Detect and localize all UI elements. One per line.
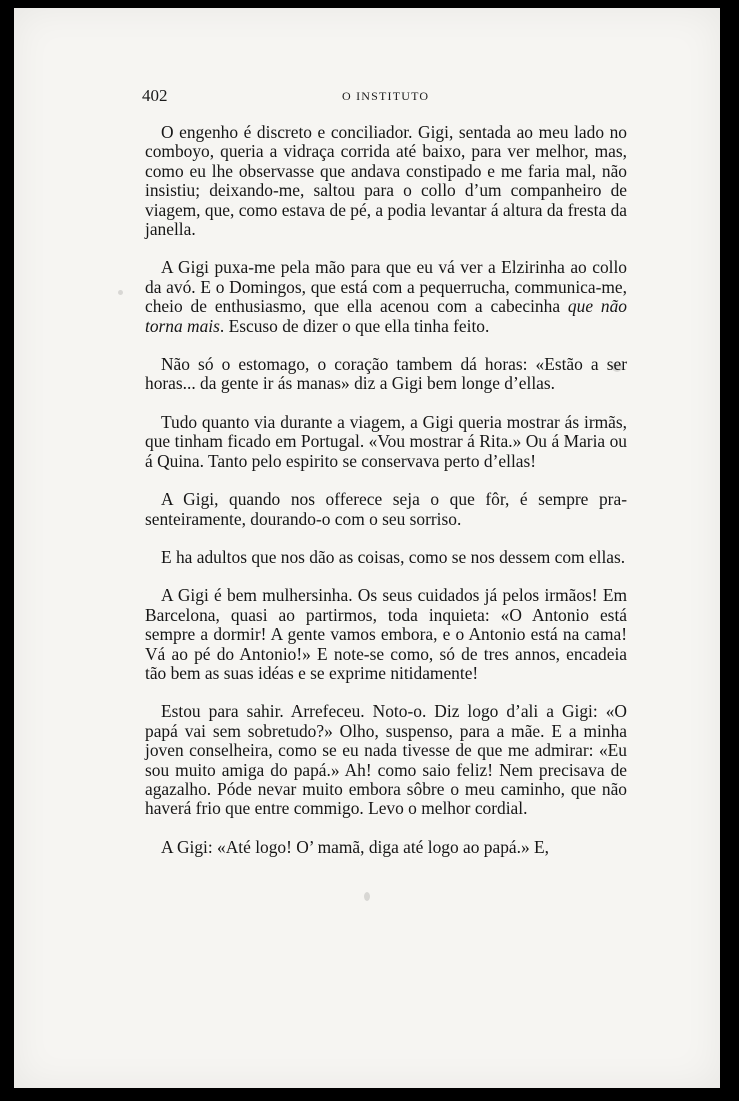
paragraph: A Gigi: «Até logo! O’ mamã, diga até logo ao papá.» E, bbox=[161, 836, 549, 857]
paragraph: O engenho é discreto e conciliador. Gigi, sentada ao meu lado no comboyo, queria a vidraça corrida até baixo, para ver melhor, mas, como eu lhe observasse que andava constipado e me faria mal, não insistiu; deixando-me, saltou para o collo d’um companheiro de viagem, que, como estava de pé, a podia levantar á altura da fresta da janella. bbox=[145, 122, 627, 240]
paragraph-text: . Escuso de dizer o que ella tinha feito. bbox=[219, 315, 490, 336]
paragraph: A Gigi é bem mulhersinha. Os seus cuidados já pelos irmãos! Em Barcelona, quasi ao partirmos, toda inquieta: «O Antonio está sempre a dormir! A gente vamos embora, e o Antonio está na cama! Vá ao pé do Antonio!» E note-se como, só de tres annos, encadeia tão bem as suas idéas e se exprime nitidamente! bbox=[145, 585, 627, 683]
paper-speck bbox=[364, 892, 370, 901]
italic-quote: que não torna mais bbox=[145, 296, 627, 336]
paragraph-text: A Gigi puxa-me pela mão para que eu vá ver a Elzirinha ao collo da avó. E o Domingos, que está com a pequerrucha, communica-me, cheio de enthusiasmo, que ella acenou com a cabecinha bbox=[145, 257, 627, 317]
paragraph: Tudo quanto via durante a viagem, a Gigi queria mostrar ás irmãs, que tinham ficado em Portugal. «Vou mostrar á Rita.» Ou á Maria ou á Quina. Tanto pelo espirito se conservava perto d’ellas! bbox=[145, 411, 627, 471]
page-number: 402 bbox=[142, 86, 168, 105]
page-header bbox=[142, 86, 642, 108]
paragraph: A Gigi, quando nos offerece seja o que fôr, é sempre prasenteiramente, dourando-o com o seu sorriso. bbox=[145, 489, 627, 529]
paragraph: Não só o estomago, o coração tambem dá horas: «Estão a ser horas... da gente ir ás manas» diz a Gigi bem longe d’ellas. bbox=[145, 354, 627, 394]
paragraph: E ha adultos que nos dão as coisas, como se nos dessem com ellas. bbox=[161, 546, 626, 567]
body-text bbox=[145, 123, 627, 857]
running-head: O INSTITUTO bbox=[342, 89, 430, 103]
paper-speck bbox=[118, 290, 123, 295]
paragraph: Estou para sahir. Arrefeceu. Noto-o. Diz logo d’ali a Gigi: «O papá vai sem sobretudo?» Olho, suspenso, para a mãe. E a minha joven conselheira, como se eu nada tivesse de que me admirar: «Eu sou muito amiga do papá.» Ah! como saio feliz! Nem precisava de agazalho. Póde nevar muito embora sôbre o meu caminho, que não haverá frio que entre commigo. Levo o melhor cordial. bbox=[145, 701, 627, 819]
paragraph bbox=[145, 258, 627, 336]
